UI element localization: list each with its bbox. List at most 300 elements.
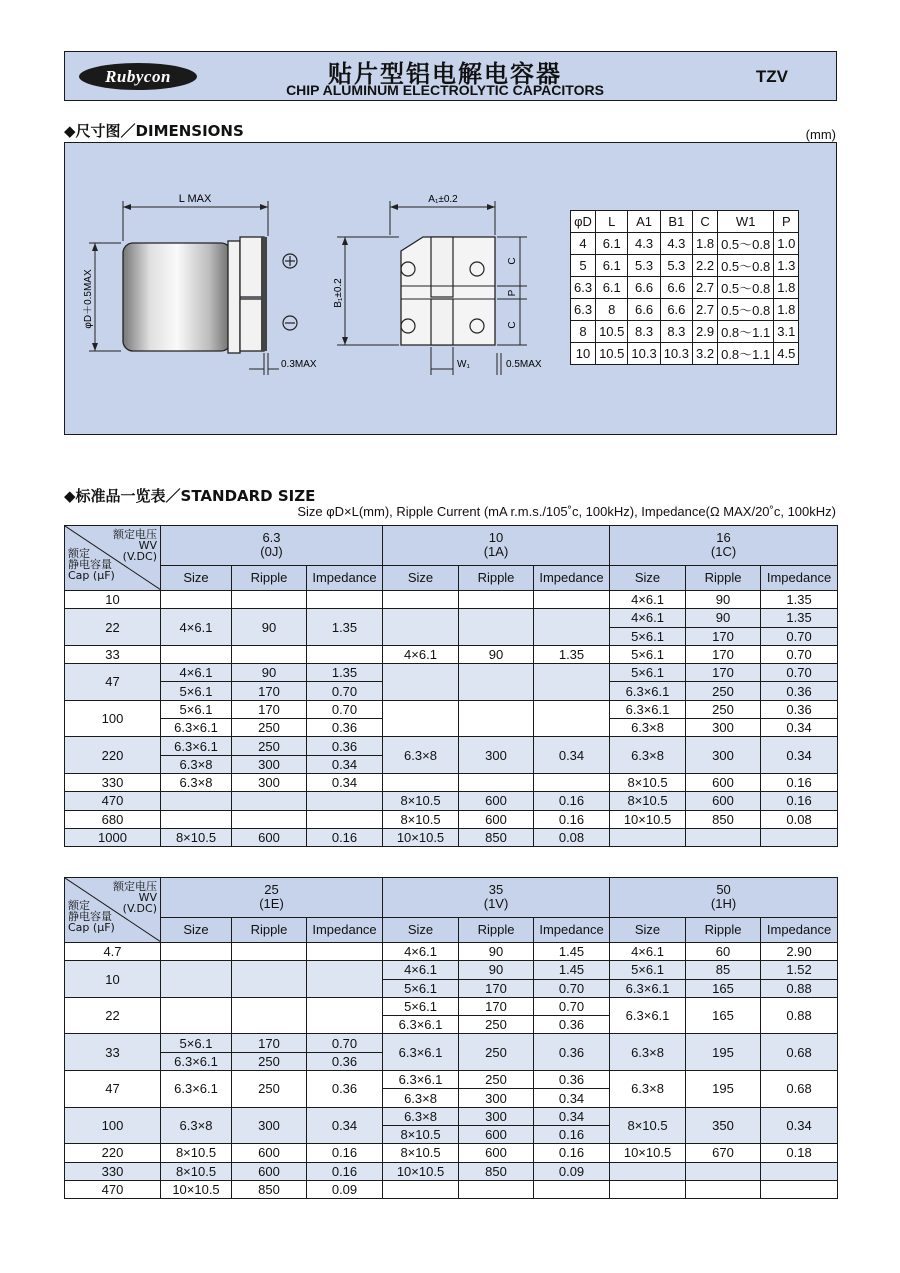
value-cell: 0.16	[761, 773, 838, 791]
value-cell: 0.08	[761, 810, 838, 828]
corner-rated: 额定	[68, 899, 90, 912]
capacitance-cell: 220	[65, 737, 161, 774]
dim-header-cell: W1	[718, 211, 774, 233]
dim-cell: 2.7	[693, 299, 718, 321]
column-header-ripple: Ripple	[232, 565, 307, 590]
value-cell	[232, 943, 307, 961]
value-cell: 8×10.5	[161, 1144, 232, 1162]
corner-vdc: (V.DC)	[122, 550, 157, 563]
rubycon-logo: Rubycon	[79, 63, 197, 90]
value-cell: 60	[686, 943, 761, 961]
value-cell: 850	[232, 1180, 307, 1198]
dim-row	[571, 277, 799, 299]
value-cell: 6.3×6.1	[161, 719, 232, 737]
value-cell: 0.70	[534, 979, 610, 997]
value-cell: 2.90	[761, 943, 838, 961]
value-cell: 6.3×6.1	[383, 1034, 459, 1071]
value-cell: 600	[459, 1144, 534, 1162]
table-row	[65, 943, 838, 961]
column-header-ripple: Ripple	[686, 565, 761, 590]
value-cell: 195	[686, 1071, 761, 1108]
label-c-top: C	[507, 257, 518, 265]
value-cell: 10×10.5	[161, 1180, 232, 1198]
value-cell: 0.16	[307, 828, 383, 846]
value-cell: 0.34	[307, 755, 383, 773]
value-cell	[307, 591, 383, 609]
dim-cell: 8.3	[660, 321, 692, 343]
value-cell: 6.3×8	[383, 1089, 459, 1107]
value-cell: 6.3×8	[610, 1071, 686, 1108]
dim-cell: 5.3	[660, 255, 692, 277]
value-cell: 6.3×6.1	[610, 682, 686, 700]
value-cell	[459, 591, 534, 609]
value-cell: 0.08	[534, 828, 610, 846]
value-cell: 250	[686, 700, 761, 718]
value-cell: 5×6.1	[610, 645, 686, 663]
value-cell: 90	[686, 591, 761, 609]
value-cell: 600	[459, 792, 534, 810]
column-header-impedance: Impedance	[307, 565, 383, 590]
table-row	[65, 997, 838, 1015]
capacitance-cell: 10	[65, 961, 161, 998]
dimension-table	[570, 210, 799, 365]
value-cell: 0.36	[307, 719, 383, 737]
dimensions-box	[64, 142, 837, 435]
value-cell: 8×10.5	[383, 810, 459, 828]
value-cell: 6.3×6.1	[161, 737, 232, 755]
voltage-code: (1H)	[710, 896, 737, 912]
dim-header-cell: P	[774, 211, 799, 233]
table-row	[65, 810, 838, 828]
table-row	[65, 1071, 838, 1089]
voltage-header	[161, 526, 383, 566]
dim-cell: 6.6	[628, 277, 660, 299]
series-code: TZV	[755, 67, 788, 86]
value-cell	[232, 810, 307, 828]
value-cell: 90	[232, 609, 307, 646]
value-cell: 250	[686, 682, 761, 700]
empty-cell	[307, 997, 383, 1034]
value-cell: 8×10.5	[610, 1107, 686, 1144]
dim-cell: 2.7	[693, 277, 718, 299]
value-cell	[307, 943, 383, 961]
label-b1: B₁±0.2	[333, 278, 344, 308]
value-cell: 0.16	[534, 810, 610, 828]
value-cell	[161, 943, 232, 961]
value-cell: 6.3×8	[383, 1107, 459, 1125]
dim-cell: 3.2	[693, 343, 718, 365]
empty-cell	[534, 664, 610, 701]
column-header-size: Size	[610, 565, 686, 590]
value-cell: 0.70	[761, 627, 838, 645]
value-cell: 250	[459, 1016, 534, 1034]
value-cell: 8×10.5	[383, 792, 459, 810]
value-cell: 0.70	[534, 997, 610, 1015]
table-row	[65, 1162, 838, 1180]
empty-cell	[459, 609, 534, 646]
voltage-value: 6.3	[262, 530, 281, 546]
capacitance-cell: 1000	[65, 828, 161, 846]
value-cell: 170	[686, 627, 761, 645]
corner-rated: 额定	[68, 547, 90, 560]
terminal-top	[240, 237, 264, 297]
value-cell: 0.70	[307, 1034, 383, 1052]
value-cell	[232, 591, 307, 609]
value-cell: 600	[686, 773, 761, 791]
voltage-code: (1E)	[259, 896, 284, 912]
dim-row	[571, 255, 799, 277]
value-cell: 170	[232, 1034, 307, 1052]
dim-cell: 8.3	[628, 321, 660, 343]
terminal-bottom	[240, 299, 264, 351]
table-row	[65, 828, 838, 846]
dim-header-cell: φD	[571, 211, 596, 233]
empty-cell	[534, 609, 610, 646]
value-cell: 4×6.1	[383, 943, 459, 961]
value-cell: 6.3×8	[610, 1034, 686, 1071]
value-cell: 1.35	[307, 609, 383, 646]
capacitance-cell: 220	[65, 1144, 161, 1162]
value-cell: 250	[232, 1071, 307, 1108]
dim-cell: 10.3	[660, 343, 692, 365]
value-cell: 6.3×8	[610, 719, 686, 737]
dim-cell: 6.6	[660, 277, 692, 299]
value-cell: 5×6.1	[161, 700, 232, 718]
value-cell: 170	[686, 645, 761, 663]
dim-cell: 10.3	[628, 343, 660, 365]
value-cell: 0.36	[761, 682, 838, 700]
value-cell: 300	[232, 773, 307, 791]
value-cell	[232, 645, 307, 663]
corner-wv: WV	[138, 539, 157, 552]
value-cell: 300	[459, 1107, 534, 1125]
voltage-value: 10	[488, 530, 504, 546]
value-cell: 300	[232, 1107, 307, 1144]
value-cell: 4×6.1	[161, 609, 232, 646]
dim-cell: 10.5	[596, 343, 628, 365]
voltage-code: (0J)	[260, 544, 283, 560]
dim-header-cell: C	[693, 211, 718, 233]
value-cell: 90	[459, 645, 534, 663]
empty-cell	[307, 961, 383, 998]
value-cell: 600	[232, 1162, 307, 1180]
value-cell: 300	[686, 719, 761, 737]
value-cell: 8×10.5	[610, 773, 686, 791]
dim-cell: 10	[571, 343, 596, 365]
value-cell: 0.34	[761, 719, 838, 737]
empty-cell	[534, 700, 610, 737]
value-cell: 6.3×8	[161, 773, 232, 791]
value-cell	[307, 810, 383, 828]
column-header-impedance: Impedance	[761, 917, 838, 942]
value-cell	[610, 828, 686, 846]
column-header-impedance: Impedance	[761, 565, 838, 590]
capacitance-cell: 22	[65, 609, 161, 646]
value-cell: 8×10.5	[610, 792, 686, 810]
dim-cell: 3.1	[774, 321, 799, 343]
value-cell: 300	[686, 737, 761, 774]
value-cell: 6.3×6.1	[161, 1071, 232, 1108]
value-cell: 0.09	[534, 1162, 610, 1180]
rated-voltage-corner	[65, 526, 161, 591]
value-cell: 300	[459, 737, 534, 774]
value-cell: 1.45	[534, 961, 610, 979]
value-cell: 90	[232, 664, 307, 682]
dim-cell: 2.2	[693, 255, 718, 277]
value-cell: 4×6.1	[383, 961, 459, 979]
dim-cell: 4.3	[660, 233, 692, 255]
value-cell: 8×10.5	[383, 1144, 459, 1162]
value-cell	[686, 1162, 761, 1180]
capacitance-cell: 330	[65, 773, 161, 791]
value-cell: 0.36	[534, 1034, 610, 1071]
dim-cell: 0.8～1.1	[718, 343, 774, 365]
value-cell: 0.16	[534, 792, 610, 810]
value-cell: 0.16	[534, 1144, 610, 1162]
value-cell	[610, 1162, 686, 1180]
dim-cell: 6.1	[596, 277, 628, 299]
dim-cell: 0.5～0.8	[718, 233, 774, 255]
value-cell	[161, 645, 232, 663]
capacitance-cell: 470	[65, 1180, 161, 1198]
dim-cell: 6.1	[596, 255, 628, 277]
value-cell: 0.09	[307, 1180, 383, 1198]
dim-cell: 6.3	[571, 277, 596, 299]
value-cell	[232, 792, 307, 810]
value-cell: 250	[232, 719, 307, 737]
standard-size-title: ◆标准品一览表／STANDARD SIZE	[64, 487, 316, 505]
value-cell: 600	[232, 828, 307, 846]
value-cell	[761, 1180, 838, 1198]
value-cell: 8×10.5	[161, 828, 232, 846]
dim-cell: 5.3	[628, 255, 660, 277]
dim-cell: 4.5	[774, 343, 799, 365]
voltage-header	[610, 878, 838, 918]
standard-table-1	[64, 525, 838, 847]
empty-cell	[383, 609, 459, 646]
value-cell: 0.16	[761, 792, 838, 810]
value-cell: 0.68	[761, 1071, 838, 1108]
label-d-max: φD＋0.5MAX	[83, 269, 94, 329]
dim-cell: 0.5～0.8	[718, 299, 774, 321]
value-cell: 0.34	[761, 1107, 838, 1144]
value-cell: 0.68	[761, 1034, 838, 1071]
value-cell: 1.35	[761, 609, 838, 627]
capacitance-cell: 22	[65, 997, 161, 1034]
value-cell: 0.16	[307, 1162, 383, 1180]
column-header-ripple: Ripple	[459, 565, 534, 590]
label-0-5-max: 0.5MAX	[506, 359, 542, 370]
value-cell: 0.34	[534, 1089, 610, 1107]
value-cell: 170	[686, 664, 761, 682]
value-cell	[161, 810, 232, 828]
value-cell: 850	[459, 1162, 534, 1180]
table-row	[65, 700, 838, 718]
empty-cell	[459, 700, 534, 737]
column-header-size: Size	[383, 917, 459, 942]
column-header-impedance: Impedance	[534, 917, 610, 942]
dim-cell: 4.3	[628, 233, 660, 255]
value-cell: 0.34	[761, 737, 838, 774]
empty-cell	[232, 997, 307, 1034]
label-w1: W₁	[457, 359, 470, 370]
capacitance-cell: 47	[65, 1071, 161, 1108]
value-cell: 0.36	[307, 1071, 383, 1108]
corner-capacitance: 静电容量	[68, 558, 112, 571]
capacitance-cell: 33	[65, 1034, 161, 1071]
corner-wv: WV	[138, 891, 157, 904]
dim-row	[571, 233, 799, 255]
voltage-header	[161, 878, 383, 918]
value-cell: 0.88	[761, 979, 838, 997]
value-cell	[534, 773, 610, 791]
value-cell: 90	[686, 609, 761, 627]
value-cell	[459, 1180, 534, 1198]
value-cell: 6.3×8	[161, 1107, 232, 1144]
table-row	[65, 737, 838, 755]
value-cell: 6.3×6.1	[383, 1016, 459, 1034]
value-cell: 600	[459, 1125, 534, 1143]
value-cell: 6.3×6.1	[383, 1071, 459, 1089]
value-cell: 0.36	[534, 1071, 610, 1089]
unit-note: (mm)	[805, 127, 836, 142]
value-cell: 0.88	[761, 997, 838, 1034]
table-row	[65, 609, 838, 627]
value-cell: 85	[686, 961, 761, 979]
column-header-ripple: Ripple	[232, 917, 307, 942]
value-cell: 1.45	[534, 943, 610, 961]
column-header-size: Size	[161, 917, 232, 942]
table-row	[65, 591, 838, 609]
dim-cell: 6.6	[628, 299, 660, 321]
dim-row	[571, 321, 799, 343]
value-cell: 165	[686, 979, 761, 997]
capacitance-cell: 470	[65, 792, 161, 810]
title-english: CHIP ALUMINUM ELECTROLYTIC CAPACITORS	[286, 82, 604, 98]
value-cell: 10×10.5	[610, 810, 686, 828]
capacitance-cell: 680	[65, 810, 161, 828]
dim-cell: 0.5～0.8	[718, 277, 774, 299]
dimensions-title: ◆尺寸图／DIMENSIONS	[64, 122, 244, 140]
table-row	[65, 1034, 838, 1052]
column-header-size: Size	[610, 917, 686, 942]
column-header-impedance: Impedance	[307, 917, 383, 942]
value-cell: 5×6.1	[610, 664, 686, 682]
capacitance-cell: 33	[65, 645, 161, 663]
value-cell: 90	[459, 961, 534, 979]
value-cell: 6.3×8	[161, 755, 232, 773]
voltage-code: (1A)	[483, 544, 509, 560]
empty-cell	[383, 700, 459, 737]
table-row	[65, 1107, 838, 1125]
table-row	[65, 664, 838, 682]
value-cell: 0.36	[761, 700, 838, 718]
value-cell: 195	[686, 1034, 761, 1071]
dim-cell: 0.5～0.8	[718, 255, 774, 277]
value-cell	[383, 1180, 459, 1198]
value-cell: 170	[459, 997, 534, 1015]
value-cell: 5×6.1	[161, 682, 232, 700]
value-cell: 0.16	[534, 1125, 610, 1143]
label-c-bottom: C	[507, 321, 518, 329]
dim-cell: 1.8	[693, 233, 718, 255]
value-cell: 250	[459, 1071, 534, 1089]
value-cell: 165	[686, 997, 761, 1034]
value-cell: 0.18	[761, 1144, 838, 1162]
voltage-code: (1C)	[710, 544, 737, 560]
table-row	[65, 961, 838, 979]
capacitance-cell: 10	[65, 591, 161, 609]
corner-cap-unit: Cap (μF)	[68, 569, 115, 582]
dim-cell: 8	[596, 299, 628, 321]
value-cell: 250	[459, 1034, 534, 1071]
value-cell: 4×6.1	[610, 943, 686, 961]
value-cell	[161, 792, 232, 810]
dim-header-cell: L	[596, 211, 628, 233]
dimension-drawing	[65, 143, 565, 433]
capacitance-cell: 330	[65, 1162, 161, 1180]
value-cell: 1.52	[761, 961, 838, 979]
label-0-3-max: 0.3MAX	[281, 359, 317, 370]
table-row	[65, 645, 838, 663]
rated-voltage-corner	[65, 878, 161, 943]
empty-cell	[161, 997, 232, 1034]
corner-capacitance: 静电容量	[68, 910, 112, 923]
value-cell: 5×6.1	[610, 961, 686, 979]
empty-cell	[161, 961, 232, 998]
dim-cell: 1.0	[774, 233, 799, 255]
voltage-header	[383, 526, 610, 566]
value-cell: 0.36	[307, 737, 383, 755]
empty-cell	[232, 961, 307, 998]
value-cell	[686, 828, 761, 846]
capacitance-cell: 47	[65, 664, 161, 701]
value-cell	[761, 828, 838, 846]
value-cell	[307, 792, 383, 810]
voltage-code: (1V)	[483, 896, 509, 912]
voltage-value: 35	[488, 882, 504, 898]
capacitance-cell: 4.7	[65, 943, 161, 961]
dim-cell: 1.8	[774, 277, 799, 299]
value-cell: 4×6.1	[610, 609, 686, 627]
value-cell: 8×10.5	[161, 1162, 232, 1180]
value-cell: 6.3×6.1	[161, 1052, 232, 1070]
voltage-header	[610, 526, 838, 566]
value-cell: 90	[459, 943, 534, 961]
value-cell	[383, 591, 459, 609]
voltage-value: 50	[716, 882, 731, 898]
capacitance-cell: 100	[65, 1107, 161, 1144]
value-cell: 850	[459, 828, 534, 846]
corner-rated-voltage: 额定电压	[113, 528, 157, 541]
column-header-size: Size	[161, 565, 232, 590]
value-cell: 8×10.5	[383, 1125, 459, 1143]
value-cell: 0.36	[534, 1016, 610, 1034]
dim-row	[571, 343, 799, 365]
value-cell: 0.70	[307, 700, 383, 718]
dim-cell: 2.9	[693, 321, 718, 343]
dim-cell: 5	[571, 255, 596, 277]
dim-cell: 10.5	[596, 321, 628, 343]
value-cell: 0.34	[534, 1107, 610, 1125]
value-cell: 0.70	[761, 664, 838, 682]
capacitor-body	[123, 243, 231, 351]
value-cell: 300	[459, 1089, 534, 1107]
column-header-ripple: Ripple	[459, 917, 534, 942]
table-row	[65, 1144, 838, 1162]
table-row	[65, 773, 838, 791]
value-cell: 350	[686, 1107, 761, 1144]
